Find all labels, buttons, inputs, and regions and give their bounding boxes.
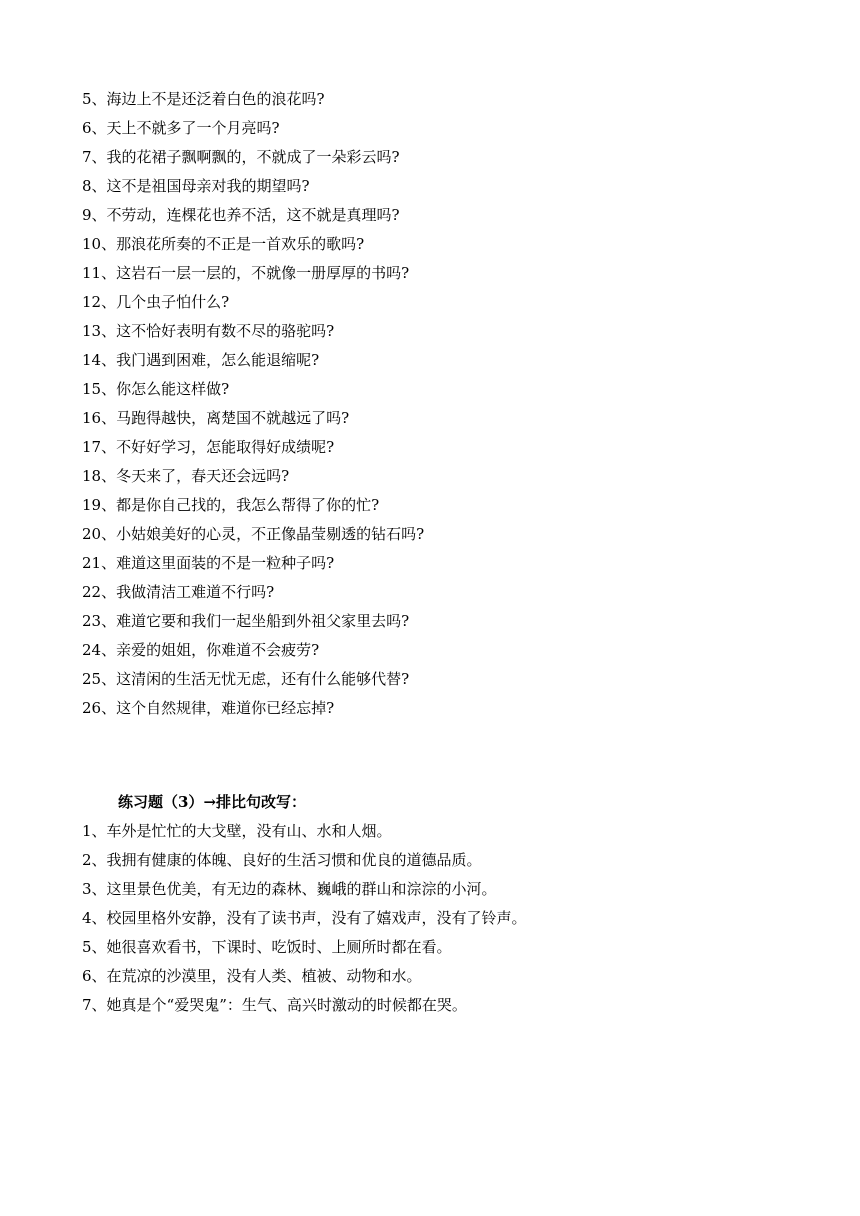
parallelism-exercise-list (82, 817, 527, 1020)
list-item: 12、几个虫子怕什么? (82, 293, 230, 311)
list-item: 6、在荒凉的沙漠里，没有人类、植被、动物和水。 (82, 967, 422, 985)
list-item: 10、那浪花所奏的不正是一首欢乐的歌吗? (82, 235, 365, 253)
list-item: 1、车外是忙忙的大戈壁，没有山、水和人烟。 (82, 822, 392, 840)
list-item: 18、冬天来了，春天还会远吗? (82, 467, 290, 485)
list-item: 15、你怎么能这样做? (82, 380, 230, 398)
list-item: 17、不好好学习，怎能取得好成绩呢? (82, 438, 335, 456)
list-item: 22、我做清洁工难道不行吗? (82, 583, 275, 601)
list-item: 2、我拥有健康的体魄、良好的生活习惯和优良的道德品质。 (82, 851, 482, 869)
list-item: 3、这里景色优美，有无边的森林、巍峨的群山和淙淙的小河。 (82, 880, 497, 898)
list-item: 7、我的花裙子飘啊飘的，不就成了一朵彩云吗? (82, 148, 400, 166)
list-item: 14、我门遇到困难，怎么能退缩呢? (82, 351, 320, 369)
list-item: 20、小姑娘美好的心灵，不正像晶莹剔透的钻石吗? (82, 525, 425, 543)
list-item: 6、天上不就多了一个月亮吗? (82, 119, 280, 137)
rhetorical-question-list (82, 85, 424, 723)
list-item: 24、亲爱的姐姐，你难道不会疲劳? (82, 641, 320, 659)
list-item: 7、她真是个“爱哭鬼”：生气、高兴时激动的时候都在哭。 (82, 996, 467, 1014)
list-item: 5、她很喜欢看书，下课时、吃饭时、上厕所时都在看。 (82, 938, 452, 956)
list-item: 11、这岩石一层一层的，不就像一册厚厚的书吗? (82, 264, 410, 282)
list-item: 19、都是你自己找的，我怎么帮得了你的忙? (82, 496, 380, 514)
list-item: 8、这不是祖国母亲对我的期望吗? (82, 177, 310, 195)
list-item: 9、不劳动，连棵花也养不活，这不就是真理吗? (82, 206, 400, 224)
list-item: 13、这不恰好表明有数不尽的骆驼吗? (82, 322, 335, 340)
list-item: 5、海边上不是还泛着白色的浪花吗? (82, 90, 325, 108)
list-item: 16、马跑得越快，离楚国不就越远了吗? (82, 409, 350, 427)
list-item: 21、难道这里面装的不是一粒种子吗? (82, 554, 335, 572)
section-heading: 练习题（3）→排比句改写： (118, 793, 307, 811)
list-item: 26、这个自然规律，难道你已经忘掉? (82, 699, 335, 717)
list-item: 25、这清闲的生活无忧无虑，还有什么能够代替? (82, 670, 410, 688)
list-item: 4、校园里格外安静，没有了读书声，没有了嬉戏声，没有了铃声。 (82, 909, 527, 927)
list-item: 23、难道它要和我们一起坐船到外祖父家里去吗? (82, 612, 410, 630)
